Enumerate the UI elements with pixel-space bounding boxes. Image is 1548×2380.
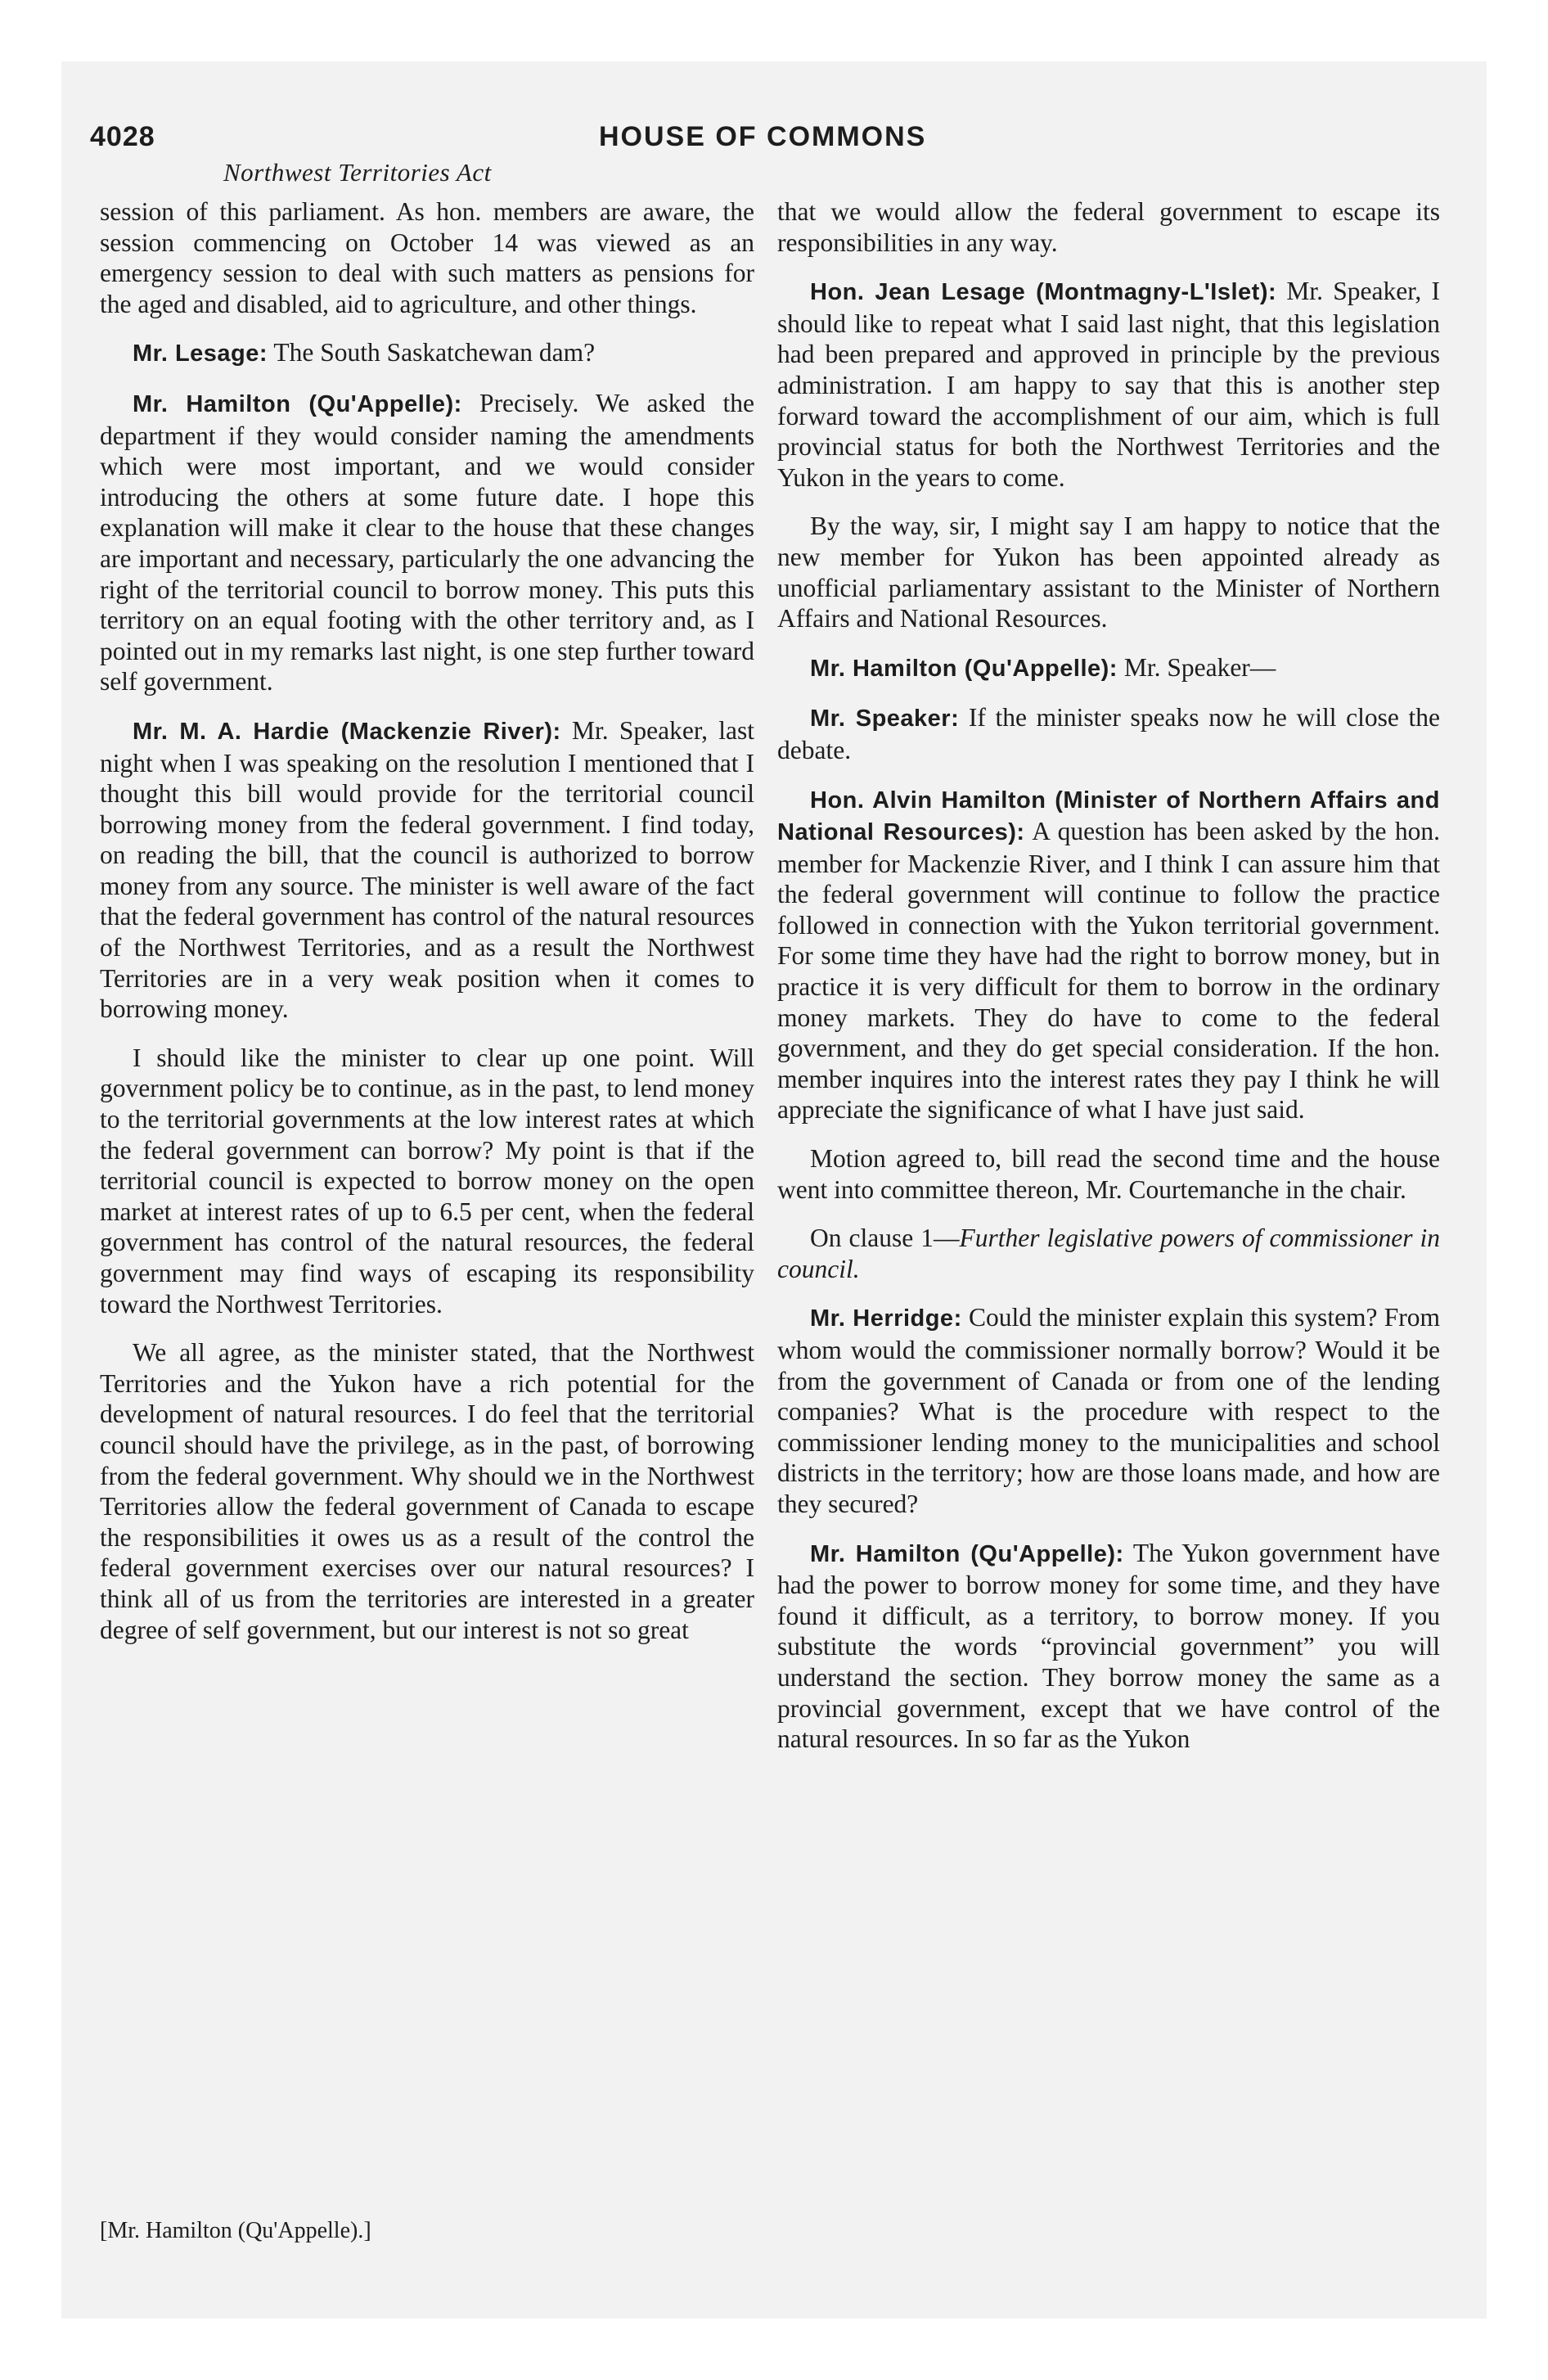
- paragraph: [777, 784, 1440, 1126]
- paragraph: By the way, sir, I might say I am happy to notice that the new member for Yukon has been appointed already as unofficial parliamentary assistant to the Minister of Northern Affairs and National Resources.: [777, 512, 1440, 633]
- page-number: 4028: [90, 121, 155, 152]
- paragraph: [100, 388, 754, 697]
- left-column: [100, 196, 754, 1663]
- speaker-name: Mr. Lesage:: [133, 340, 268, 367]
- speaker-name: Mr. Speaker:: [810, 705, 960, 732]
- paragraph: We all agree, as the minister stated, that the Northwest Territories and the Yukon have a rich potential for the development of natural resources. I do feel that the territorial council should have the privilege, as in the past, of borrowing from the federal government. Why should we in the Northwest Territories allow the federal government of Canada to escape the responsibilities it owes us as a result of the control the federal government exercises over our natural resources? I think all of us from the territories are interested in a greater degree of self government, but our interest is not so great: [100, 1338, 754, 1644]
- clause-lead: On clause 1—: [810, 1224, 960, 1253]
- paragraph: [100, 337, 754, 370]
- speech-text: Mr. Speaker—: [1123, 652, 1276, 682]
- section-subhead: Northwest Territories Act: [223, 158, 492, 187]
- paragraph: [777, 1223, 1440, 1284]
- speech-text: A question has been asked by the hon. member for Mackenzie River, and I think I can assure him that the federal government will continue to follow the practice followed in connection with the Yukon territorial government. For some time they have had the right to borrow money, but in practice it is very difficult for them to borrow in the ordinary money markets. They do have to come to the federal government, and they do get special consideration. If the hon. member inquires into the interest rates they pay I think he will appreciate the significance of what I have just said.: [777, 817, 1440, 1125]
- clause-title: Further legislative powers of commissioner in council.: [777, 1224, 1441, 1283]
- speech-text: If the minister speaks now he will close the debate.: [777, 703, 1440, 764]
- speech-text: Precisely. We asked the department if they would consider naming the amendments which were most important, and we would consider introducing the others at some future date. I hope this explanation will make it clear to the house that these changes are important and necessary, particularly the one advancing the right of the territorial council to borrow money. This puts this territory on an equal footing with the other territory and, as I pointed out in my remarks last night, is one step further toward self government.: [100, 388, 755, 696]
- speaker-name: Mr. Herridge:: [810, 1305, 962, 1332]
- speech-text: Mr. Speaker, I should like to repeat what I said last night, that this legislation had been prepared and approved in principle by the previous administration. I am happy to say that this is another step forward toward the accomplishment of our aim, which is full provincial status for both the Northwest Territories and the Yukon in the years to come.: [777, 277, 1440, 492]
- paragraph: [100, 715, 754, 1025]
- paragraph: I should like the minister to clear up one point. Will government policy be to continue, as in the past, to lend money to the territorial governments at the low interest rates at which the federal government can borrow? My point is that if the territorial council is expected to borrow money on the open market at interest rates of up to 6.5 per cent, when the federal government has control of the natural resources, the federal government may find ways of escaping its responsibility toward the Northwest Territories.: [100, 1043, 754, 1318]
- running-head: HOUSE OF COMMONS: [599, 121, 927, 152]
- paragraph: [777, 1538, 1440, 1755]
- speaker-name: Mr. M. A. Hardie (Mackenzie River):: [133, 718, 561, 745]
- speaker-name: Hon. Alvin Hamilton (Minister of Northern Affairs and National Resources):: [777, 787, 1440, 846]
- paragraph: [777, 1302, 1440, 1519]
- speaker-name: Hon. Jean Lesage (Montmagny-L'Islet):: [810, 279, 1277, 306]
- speech-text: Could the minister explain this system? From whom would the commissioner normally borrow? Would it be from the government of Canada or from one of the lending companies? What is the procedure with respect to the commissioner lending money to the municipalities and school districts in the territory; how are those loans made, and how are they secured?: [777, 1303, 1441, 1518]
- page-footer: [Mr. Hamilton (Qu'Appelle).]: [100, 2218, 371, 2243]
- speaker-name: Mr. Hamilton (Qu'Appelle):: [810, 655, 1118, 682]
- paragraph: Motion agreed to, bill read the second time and the house went into committee thereon, Mr. Courtemanche in the chair.: [777, 1144, 1440, 1204]
- page-header: [90, 121, 1452, 162]
- speaker-name: Mr. Hamilton (Qu'Appelle):: [810, 1540, 1124, 1567]
- speaker-name: Mr. Hamilton (Qu'Appelle):: [133, 390, 462, 417]
- speech-text: Mr. Speaker, last night when I was speaking on the resolution I mentioned that I thought this bill would provide for the territorial council borrowing money from the federal government. I find today, on reading the bill, that the council is authorized to borrow money from any source. The minister is well aware of the fact that the federal government has control of the natural resources of the Northwest Territories, and as a result the Northwest Territories are in a very weak position when it comes to borrowing money.: [100, 715, 754, 1024]
- speech-text: The South Saskatchewan dam?: [273, 338, 596, 367]
- paragraph: that we would allow the federal government to escape its responsibilities in any way.: [777, 197, 1440, 257]
- speech-text: The Yukon government have had the power to borrow money for some time, and they have found it difficult, as a territory, to borrow money. If you substitute the words “provincial government” you will understand the section. They borrow money the same as a provincial government, except that we have control of the natural resources. In so far as the Yukon: [777, 1538, 1441, 1754]
- paragraph: [777, 652, 1440, 685]
- paragraph: [777, 276, 1440, 493]
- right-column: [777, 196, 1440, 1773]
- paragraph: [777, 702, 1440, 765]
- paragraph: session of this parliament. As hon. members are aware, the session commencing on October 14 was viewed as an emergency session to deal with such matters as pensions for the aged and disabled, aid to agriculture, and other things.: [100, 197, 754, 318]
